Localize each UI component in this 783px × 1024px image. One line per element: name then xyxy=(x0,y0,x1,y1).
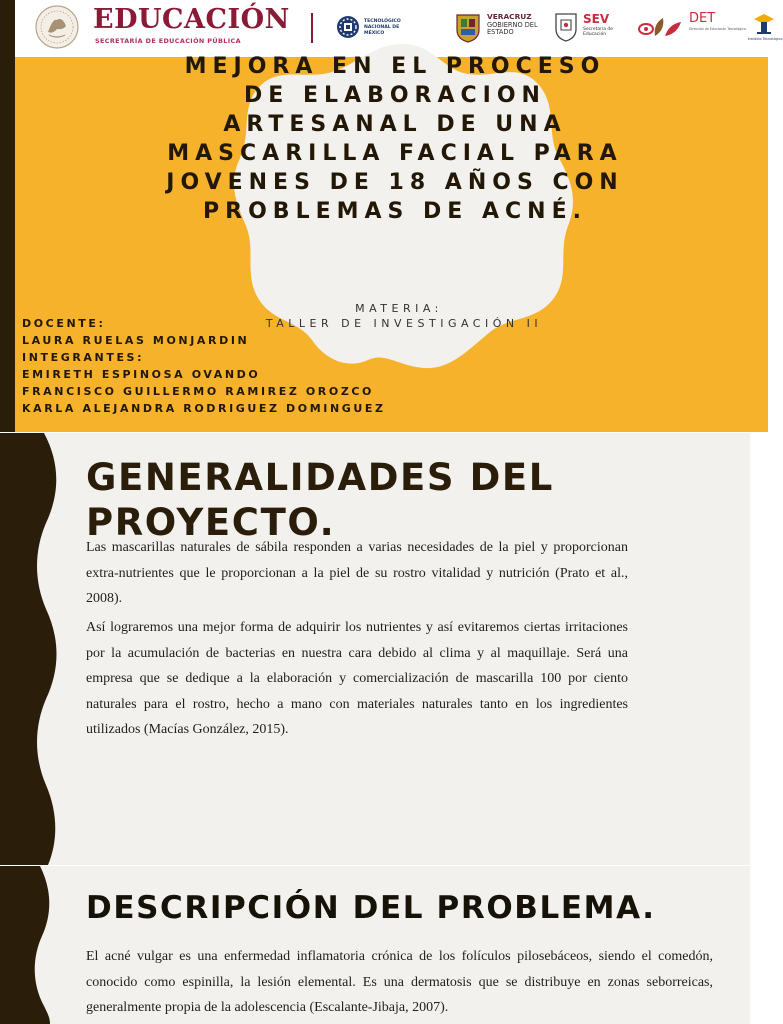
descripcion-slide xyxy=(0,866,768,1024)
det-subtitle: Dirección de Educación Tecnológica xyxy=(689,27,746,31)
cover-slide xyxy=(0,0,783,432)
integrante-name: FRANCISCO GUILLERMO RAMIREZ OROZCO xyxy=(22,385,375,398)
integrante-name: KARLA ALEJANDRA RODRIGUEZ DOMINGUEZ xyxy=(22,402,386,415)
paragraph: El acné vulgar es una enfermedad inflamatoria crónica de los folículos pilosebáceos, siendo el comedón, conocido como espinilla, la lesión elemental. Es una dermatosis que se distribuye en zonas seborreicas, generalmente propia de la adolescencia (Escalante-Jibaja, 2007). xyxy=(86,949,713,1016)
mexico-seal-icon xyxy=(31,4,83,50)
right-margin xyxy=(750,433,768,865)
paragraph: Así lograremos una mejor forma de adquirir los nutrientes y así evitaremos ciertas irritaciones por la acumulación de bacterias en nuestra cara debido al clima y al maquillaje. Será una empresa que se dedique a la elaboración y comercialización de mascarilla 100 por ciento naturales para el rostro, hecho a mano con materiales naturales tanto en los ingredientes utilizados (Macías González, 2015). xyxy=(86,620,628,738)
credits-block xyxy=(22,315,386,417)
wavy-left-border xyxy=(0,866,60,1024)
paragraph: Las mascarillas naturales de sábila responden a varias necesidades de la piel y proporcionan extra-nutrientes que le proporcionan a la piel de su rostro vitalidad y nutrición (Prato et al., 2008). xyxy=(86,540,628,607)
wavy-left-border xyxy=(0,433,60,865)
generalidades-slide xyxy=(0,433,768,865)
sev-label xyxy=(583,13,637,37)
sev-subtitle: Secretaría de Educación xyxy=(583,27,614,37)
tecnm-gear-icon xyxy=(335,14,361,40)
integrantes-label: INTEGRANTES: xyxy=(22,351,145,364)
sev-shield-icon xyxy=(553,12,579,42)
right-margin xyxy=(750,866,768,1024)
sev-name: SEV xyxy=(583,12,610,26)
sep-subtitle: SECRETARÍA DE EDUCACIÓN PÚBLICA xyxy=(95,37,241,45)
docente-name: LAURA RUELAS MONJARDIN xyxy=(22,334,250,347)
det-name: DET xyxy=(689,11,716,26)
educacion-wordmark: EDUCACIÓN xyxy=(93,4,290,35)
itm-label: Instituto Tecnológico xyxy=(747,37,783,41)
section-title: DESCRIPCIÓN DEL PROBLEMA. xyxy=(86,890,656,926)
veracruz-name: VERACRUZ xyxy=(487,12,532,21)
cover-title: MEJORA EN EL PROCESO DE ELABORACION ARTESANAL DE UNA MASCARILLA FACIAL PARA JOVENES DE 18 AÑOS CON PROBLEMAS DE ACNÉ. xyxy=(166,54,624,224)
logo-divider xyxy=(311,13,313,43)
det-leaves-icon xyxy=(637,14,683,42)
veracruz-subtitle: GOBIERNO DEL ESTADO xyxy=(487,20,538,36)
veracruz-shield-icon xyxy=(455,12,481,43)
veracruz-label xyxy=(487,13,545,37)
det-label xyxy=(689,12,751,31)
docente-label: DOCENTE: xyxy=(22,317,106,330)
left-accent-bar xyxy=(0,0,15,432)
materia-value: TALLER DE INVESTIGACIÓN II xyxy=(265,317,543,330)
section-title: GENERALIDADES DEL PROYECTO. xyxy=(86,456,554,544)
integrante-name: EMIRETH ESPINOSA OVANDO xyxy=(22,368,261,381)
materia-label: MATERIA: xyxy=(355,302,443,315)
itm-emblem-icon xyxy=(753,13,775,35)
tecnm-label: TECNOLÓGICO NACIONAL DE MÉXICO xyxy=(364,19,401,36)
